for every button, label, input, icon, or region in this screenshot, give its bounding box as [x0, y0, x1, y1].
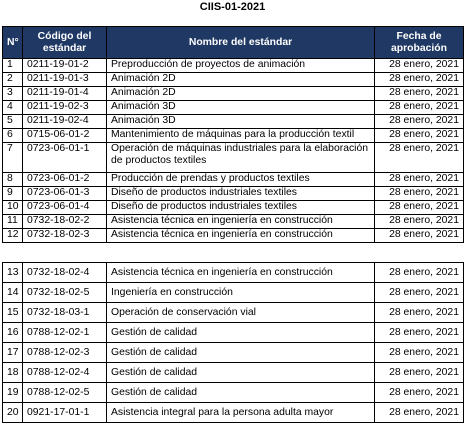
- standard-name: Mantenimiento de máquinas para la producción textil: [107, 129, 375, 143]
- row-number: 12: [3, 229, 23, 243]
- standard-code: 0788-12-02-1: [23, 323, 107, 343]
- table-row: [3, 215, 464, 229]
- table-row: [3, 59, 464, 73]
- row-number: 8: [3, 173, 23, 187]
- standard-name: Operación de conservación vial: [107, 303, 375, 323]
- standard-name: Animación 2D: [107, 87, 375, 101]
- approval-date: 28 enero, 2021: [375, 87, 464, 101]
- row-number: 9: [3, 187, 23, 201]
- row-number: 17: [3, 343, 23, 363]
- table-row: [3, 187, 464, 201]
- row-number: 16: [3, 323, 23, 343]
- row-number: 6: [3, 129, 23, 143]
- row-number: 3: [3, 87, 23, 101]
- row-number: 20: [3, 403, 23, 423]
- approval-date: 28 enero, 2021: [375, 283, 464, 303]
- approval-date: 28 enero, 2021: [375, 73, 464, 87]
- table-row: [3, 343, 464, 363]
- row-number: 7: [3, 143, 23, 173]
- table-row: [3, 303, 464, 323]
- standard-code: 0715-06-01-2: [23, 129, 107, 143]
- row-number: 14: [3, 283, 23, 303]
- table-row: [3, 201, 464, 215]
- approval-date: 28 enero, 2021: [375, 101, 464, 115]
- standard-code: 0732-18-02-4: [23, 263, 107, 283]
- row-number: 10: [3, 201, 23, 215]
- header-code: Código del estándar: [23, 27, 107, 59]
- table-row: [3, 403, 464, 423]
- standard-name: Gestión de calidad: [107, 323, 375, 343]
- approval-date: 28 enero, 2021: [375, 323, 464, 343]
- row-number: 15: [3, 303, 23, 323]
- approval-date: 28 enero, 2021: [375, 59, 464, 73]
- standard-code: 0211-19-01-3: [23, 73, 107, 87]
- standard-code: 0723-06-01-3: [23, 187, 107, 201]
- standard-code: 0732-18-03-1: [23, 303, 107, 323]
- table-row: [3, 263, 464, 283]
- standard-name: Preproducción de proyectos de animación: [107, 59, 375, 73]
- standard-code: 0211-19-02-3: [23, 101, 107, 115]
- table-row: [3, 173, 464, 187]
- approval-date: 28 enero, 2021: [375, 343, 464, 363]
- table-row: [3, 129, 464, 143]
- standard-name: Producción de prendas y productos textiles: [107, 173, 375, 187]
- row-number: 11: [3, 215, 23, 229]
- standard-name: Gestión de calidad: [107, 343, 375, 363]
- standard-code: 0788-12-02-5: [23, 383, 107, 403]
- approval-date: 28 enero, 2021: [375, 143, 464, 173]
- approval-date: 28 enero, 2021: [375, 187, 464, 201]
- approval-date: 28 enero, 2021: [375, 201, 464, 215]
- standards-table: [2, 26, 464, 243]
- row-number: 18: [3, 363, 23, 383]
- standards-table-continued: [2, 262, 464, 423]
- table-row: [3, 363, 464, 383]
- standard-code: 0788-12-02-4: [23, 363, 107, 383]
- header-num: N°: [3, 27, 23, 59]
- standard-code: 0723-06-01-4: [23, 201, 107, 215]
- standard-name: Asistencia técnica en ingeniería en construcción: [107, 263, 375, 283]
- standard-code: 0723-06-01-1: [23, 143, 107, 173]
- document-title: CIIS-01-2021: [199, 1, 266, 13]
- standard-name: Asistencia integral para la persona adulta mayor: [107, 403, 375, 423]
- table-row: [3, 101, 464, 115]
- standard-name: Animación 2D: [107, 73, 375, 87]
- standard-name: Diseño de productos industriales textiles: [107, 187, 375, 201]
- table-row: [3, 229, 464, 243]
- row-number: 5: [3, 115, 23, 129]
- table-row: [3, 73, 464, 87]
- standard-code: 0732-18-02-5: [23, 283, 107, 303]
- table-row: [3, 143, 464, 173]
- standard-name: Animación 3D: [107, 101, 375, 115]
- table-body-bottom: [3, 263, 464, 423]
- standard-code: 0732-18-02-3: [23, 229, 107, 243]
- approval-date: 28 enero, 2021: [375, 129, 464, 143]
- approval-date: 28 enero, 2021: [375, 383, 464, 403]
- row-number: 13: [3, 263, 23, 283]
- standard-name: Diseño de productos industriales textiles: [107, 201, 375, 215]
- standard-name: Operación de máquinas industriales para la elaboración de productos textiles: [107, 143, 375, 173]
- standard-name: Asistencia técnica en ingeniería en construcción: [107, 215, 375, 229]
- row-number: 1: [3, 59, 23, 73]
- standard-name: Ingeniería en construcción: [107, 283, 375, 303]
- row-number: 2: [3, 73, 23, 87]
- row-number: 19: [3, 383, 23, 403]
- table-row: [3, 115, 464, 129]
- standard-code: 0921-17-01-1: [23, 403, 107, 423]
- approval-date: 28 enero, 2021: [375, 303, 464, 323]
- table-body-top: [3, 59, 464, 243]
- table-row: [3, 323, 464, 343]
- approval-date: 28 enero, 2021: [375, 173, 464, 187]
- standard-name: Gestión de calidad: [107, 383, 375, 403]
- standard-name: Gestión de calidad: [107, 363, 375, 383]
- standard-name: Animación 3D: [107, 115, 375, 129]
- table-header-row: [3, 27, 464, 59]
- approval-date: 28 enero, 2021: [375, 263, 464, 283]
- table-row: [3, 283, 464, 303]
- approval-date: 28 enero, 2021: [375, 115, 464, 129]
- standard-code: 0211-19-01-4: [23, 87, 107, 101]
- standard-code: 0732-18-02-2: [23, 215, 107, 229]
- approval-date: 28 enero, 2021: [375, 229, 464, 243]
- table-row: [3, 383, 464, 403]
- row-number: 4: [3, 101, 23, 115]
- approval-date: 28 enero, 2021: [375, 363, 464, 383]
- standard-code: 0723-06-01-2: [23, 173, 107, 187]
- standard-code: 0211-19-02-4: [23, 115, 107, 129]
- header-name: Nombre del estándar: [107, 27, 375, 59]
- standard-name: Asistencia técnica en ingeniería en construcción: [107, 229, 375, 243]
- table-row: [3, 87, 464, 101]
- approval-date: 28 enero, 2021: [375, 215, 464, 229]
- approval-date: 28 enero, 2021: [375, 403, 464, 423]
- standard-code: 0788-12-02-3: [23, 343, 107, 363]
- standard-code: 0211-19-01-2: [23, 59, 107, 73]
- header-date: Fecha de aprobación: [375, 27, 464, 59]
